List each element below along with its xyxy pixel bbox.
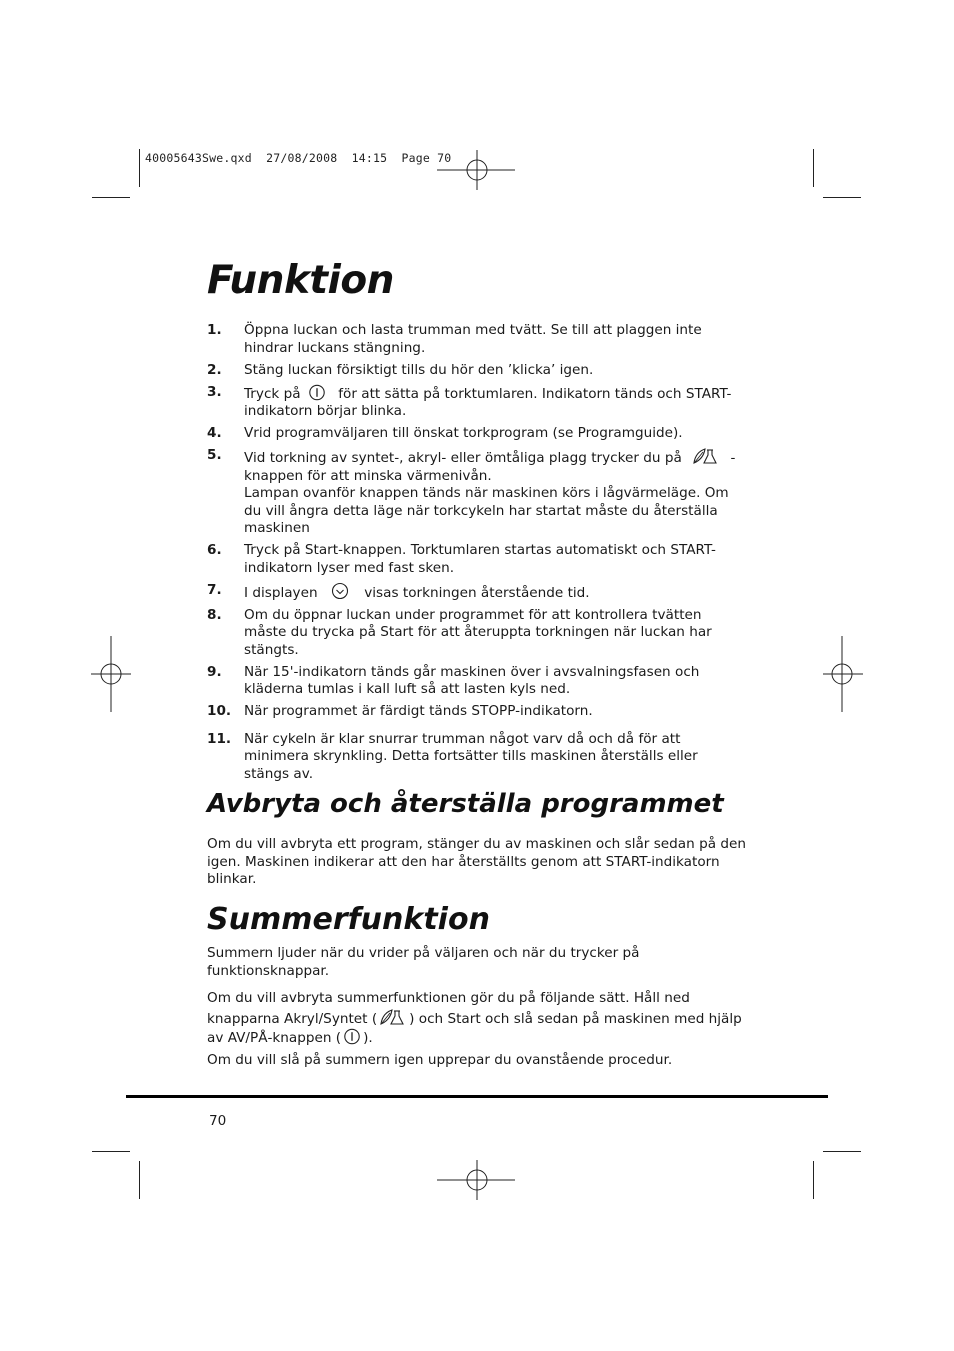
list-item (207, 447, 747, 538)
paragraph-text: ). (363, 1030, 373, 1046)
step-text: Om du öppnar luckan under programmet för att kontrollera tvätten måste du trycka på Start för att återuppta torkningen när luckan har stängts. (244, 606, 712, 658)
crop-mark (139, 1161, 140, 1199)
step-text: Stäng luckan försiktigt tills du hör den ’klicka’ igen. (244, 361, 594, 378)
step-number: 2. (207, 361, 222, 378)
file-slug: 40005643Swe.qxd 27/08/2008 14:15 Page 70 (145, 151, 452, 165)
step-text: Tryck på (244, 385, 301, 402)
registration-mark-icon (821, 636, 863, 714)
page-number: 70 (209, 1113, 227, 1129)
buzzer-enable-paragraph: Om du vill slå på summern igen upprepar du ovanstående procedur. (207, 1052, 673, 1068)
step-number: 8. (207, 606, 222, 623)
step-text: Öppna luckan och lasta trumman med tvätt. Se till att plaggen inte hindrar luckans stängning. (244, 322, 702, 356)
step-text: för att sätta på torktumlaren. Indikatorn tänds och START-indikatorn börjar blinka. (244, 385, 732, 419)
section-heading-buzzer: Summerfunktion (207, 902, 490, 937)
step-text: Vid torkning av syntet-, akryl- eller ömtåliga plagg trycker du på (244, 450, 682, 466)
step-text: Vrid programväljaren till önskat torkprogram (se Programguide). (244, 425, 683, 441)
list-item (207, 582, 747, 603)
paragraph-text: ) och Start och slå sedan på maskinen med hjälp av AV/PÅ-knappen ( (207, 1010, 742, 1046)
list-item (207, 362, 747, 380)
crop-mark (823, 197, 861, 198)
list-item (207, 664, 747, 699)
list-item (207, 731, 747, 784)
step-number: 6. (207, 542, 222, 558)
step-number: 4. (207, 425, 222, 441)
step-number: 10. (207, 703, 232, 719)
step-number: 5. (207, 447, 222, 463)
step-text: I displayen (244, 584, 318, 601)
page-title: Funktion (207, 258, 394, 303)
registration-mark-icon (437, 1160, 517, 1202)
list-item (207, 384, 747, 421)
reset-paragraph: Om du vill avbryta ett program, stänger du av maskinen och slår sedan på den igen. Maskinen indikerar att den har återställts genom att START-indikatorn blinkar. (207, 836, 746, 887)
step-text: -knappen för att minska värmenivån. (244, 450, 736, 484)
list-item (207, 703, 747, 721)
step-text: Tryck på Start-knappen. Torktumlaren startas automatiskt och START-indikatorn lyser med fast sken. (244, 542, 716, 576)
registration-mark-icon (91, 636, 133, 714)
step-number: 11. (207, 730, 232, 747)
step-text: När cykeln är klar snurrar trumman något varv då och då för att minimera skrynkling. Detta fortsätter tills maskinen återställs eller stängs av. (244, 730, 698, 782)
timer-icon (330, 582, 350, 600)
footer-rule (126, 1095, 828, 1098)
list-item (207, 425, 747, 443)
power-icon (343, 1028, 361, 1045)
low-heat-icon (692, 447, 718, 465)
crop-mark (823, 1151, 861, 1152)
buzzer-disable-paragraph (207, 990, 747, 1048)
paragraph-text: Om du vill avbryta summerfunktionen gör du på följande sätt. Håll ned knapparna Akryl/Syntet ( (207, 990, 690, 1027)
step-text: När programmet är färdigt tänds STOPP-indikatorn. (244, 703, 593, 719)
step-number: 7. (207, 581, 222, 598)
step-number: 9. (207, 663, 222, 680)
steps-list (207, 322, 747, 788)
step-number: 1. (207, 322, 222, 338)
step-number: 3. (207, 383, 222, 400)
section-heading-reset: Avbryta och återställa programmet (207, 789, 724, 819)
step-text: visas torkningen återstående tid. (364, 584, 590, 601)
crop-mark (139, 149, 140, 187)
list-item (207, 607, 747, 660)
crop-mark (92, 197, 130, 198)
buzzer-paragraph: Summern ljuder när du vrider på väljaren och när du trycker på funktionsknappar. (207, 945, 640, 979)
list-item (207, 542, 747, 577)
power-icon (308, 384, 326, 401)
list-item (207, 322, 747, 357)
step-text: Lampan ovanför knappen tänds när maskinen körs i lågvärmeläge. Om du vill ångra detta läge när torkcykeln har startat måste du återställa maskinen (244, 485, 729, 536)
crop-mark (813, 149, 814, 187)
crop-mark (92, 1151, 130, 1152)
crop-mark (813, 1161, 814, 1199)
step-text: När 15'-indikatorn tänds går maskinen över i avsvalningsfasen och kläderna tumlas i kall luft så att lasten kyls ned. (244, 663, 700, 697)
low-heat-icon (379, 1008, 405, 1026)
